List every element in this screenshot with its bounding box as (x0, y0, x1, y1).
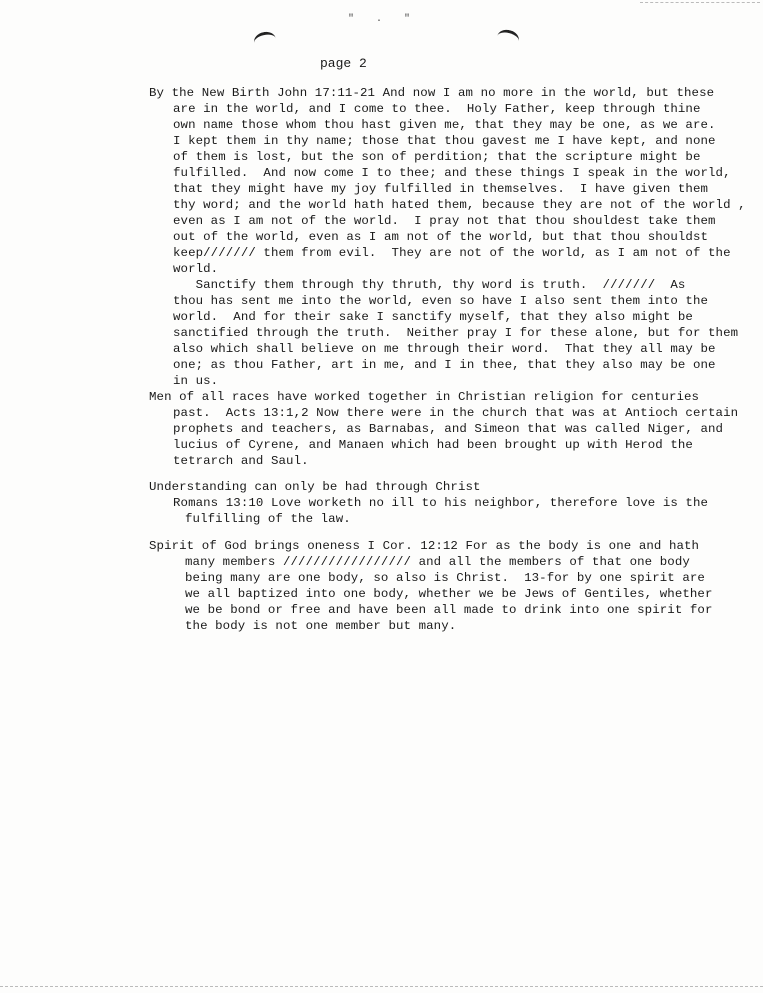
text-line: keep/////// them from evil. They are not of the world, as I am not of the (173, 246, 731, 260)
text-line: Romans 13:10 Love worketh no ill to his neighbor, therefore love is the (173, 496, 709, 510)
text-line: that they might have my joy fulfilled in themselves. I have given them (173, 182, 709, 196)
text-line: being many are one body, so also is Christ. 13-for by one spirit are (185, 571, 705, 585)
text-line: out of the world, even as I am not of the world, but that thou shouldst (173, 230, 709, 244)
text-line: I kept them in thy name; those that thou gavest me I have kept, and none (173, 134, 716, 148)
text-line: own name those whom thou hast given me, that they may be one, as we are. (173, 118, 716, 132)
bottom-edge-dash (0, 986, 763, 987)
text-line: in us. (173, 374, 219, 388)
text-line: Sanctify them through thy thruth, thy word is truth. /////// As (173, 278, 686, 292)
text-line: Spirit of God brings oneness I Cor. 12:12 For as the body is one and hath (149, 539, 700, 553)
top-edge-dash (640, 2, 760, 3)
text-line: also which shall believe on me through their word. That they all may be (173, 342, 716, 356)
text-line: we be bond or free and have been all made to drink into one spirit for (185, 603, 713, 617)
right-hole-punch-mark (495, 28, 520, 50)
left-hole-punch-mark (252, 30, 277, 51)
text-line: sanctified through the truth. Neither pray I for these alone, but for them (173, 326, 739, 340)
text-line: lucius of Cyrene, and Manaen which had been brought up with Herod the (173, 438, 693, 452)
text-line: prophets and teachers, as Barnabas, and Simeon that was called Niger, and (173, 422, 724, 436)
text-line: fulfilling of the law. (185, 512, 351, 526)
text-line: fulfilled. And now come I to thee; and these things I speak in the world, (173, 166, 731, 180)
page-number: page 2 (320, 56, 367, 71)
text-line: thy word; and the world hath hated them, because they are not of the world , (173, 198, 746, 212)
text-line: thou has sent me into the world, even so have I also sent them into the (173, 294, 709, 308)
text-line: Men of all races have worked together in Christian religion for centuries (149, 390, 700, 404)
text-line: By the New Birth John 17:11-21 And now I am no more in the world, but these (149, 86, 715, 100)
text-line: tetrarch and Saul. (173, 454, 309, 468)
text-line: one; as thou Father, art in me, and I in thee, that they also may be one (173, 358, 716, 372)
text-line: many members ///////////////// and all the members of that one body (185, 555, 690, 569)
text-line: past. Acts 13:1,2 Now there were in the church that was at Antioch certain (173, 406, 739, 420)
text-line: of them is lost, but the son of perdition; that the scripture might be (173, 150, 701, 164)
text-line: are in the world, and I come to thee. Holy Father, keep through thine (173, 102, 701, 116)
text-line: world. (173, 262, 219, 276)
top-marks: " . " (348, 14, 419, 25)
text-line: we all baptized into one body, whether we be Jews of Gentiles, whether (185, 587, 713, 601)
text-line: even as I am not of the world. I pray not that thou shouldest take them (173, 214, 716, 228)
text-line: Understanding can only be had through Christ (149, 480, 481, 494)
text-line: world. And for their sake I sanctify myself, that they also might be (173, 310, 693, 324)
text-line: the body is not one member but many. (185, 619, 457, 633)
